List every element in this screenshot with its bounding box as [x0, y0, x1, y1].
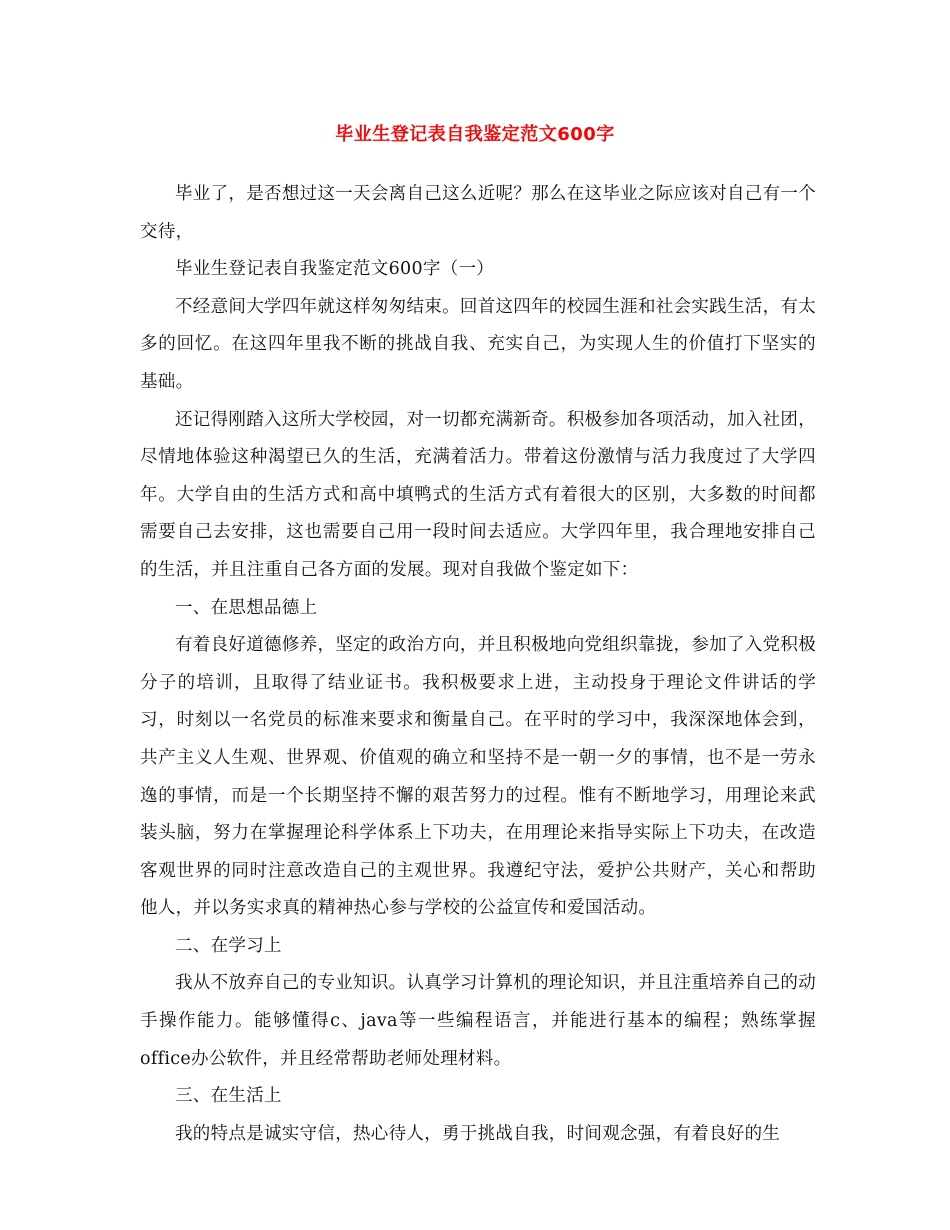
paragraph-life: 我的特点是诚实守信，热心待人，勇于挑战自我，时间观念强，有着良好的生	[175, 1123, 781, 1144]
paragraph-subtitle: 毕业生登记表自我鉴定范文600字（一）	[175, 259, 495, 280]
paragraph-moral: 有着良好道德修养，坚定的政治方向，并且积极地向党组织靠拢，参加了入党积极分子的培训，且取得了结业证书。我积极要求上进，主动投身于理论文件讲话的学习，时刻以一名党员的标准来要求和衡量自己。在平时的学习中，我深深地体会到，共产主义人生观、世界观、价值观的确立和坚持不是一朝一夕的事情，也不是一劳永逸的事情，而是一个长期坚持不懈的艰苦努力的过程。惟有不断地学习，用理论来武装头脑，努力在掌握理论科学体系上下功夫，在用理论来指导实际上下功夫，在改造客观世界的同时注意改造自己的主观世界。我遵纪守法，爱护公共财产，关心和帮助他人，并以务实求真的精神热心参与学校的公益宣传和爱国活动。	[140, 635, 816, 919]
paragraph-intro: 毕业了，是否想过这一天会离自己这么近呢？那么在这毕业之际应该对自己有一个交待，	[140, 184, 816, 242]
document-body	[140, 176, 816, 1153]
section-heading-study: 二、在学习上	[175, 935, 282, 956]
section-heading-life: 三、在生活上	[175, 1086, 282, 1107]
paragraph-2: 还记得刚踏入这所大学校园，对一切都充满新奇。积极参加各项活动，加入社团，尽情地体验这种渴望已久的生活，充满着活力。带着这份激情与活力我度过了大学四年。大学自由的生活方式和高中填鸭式的生活方式有着很大的区别，大多数的时间都需要自己去安排，这也需要自己用一段时间去适应。大学四年里，我合理地安排自己的生活，并且注重自己各方面的发展。现对自我做个鉴定如下：	[140, 409, 816, 580]
paragraph-study: 我从不放弃自己的专业知识。认真学习计算机的理论知识，并且注重培养自己的动手操作能力。能够懂得c、java等一些编程语言，并能进行基本的编程；熟练掌握office办公软件，并且经常帮助老师处理材料。	[140, 973, 816, 1069]
section-heading-moral: 一、在思想品德上	[175, 597, 318, 618]
document-title: 毕业生登记表自我鉴定范文600字	[335, 124, 615, 145]
paragraph-1: 不经意间大学四年就这样匆匆结束。回首这四年的校园生涯和社会实践生活，有太多的回忆。在这四年里我不断的挑战自我、充实自己，为实现人生的价值打下坚实的基础。	[140, 296, 816, 392]
